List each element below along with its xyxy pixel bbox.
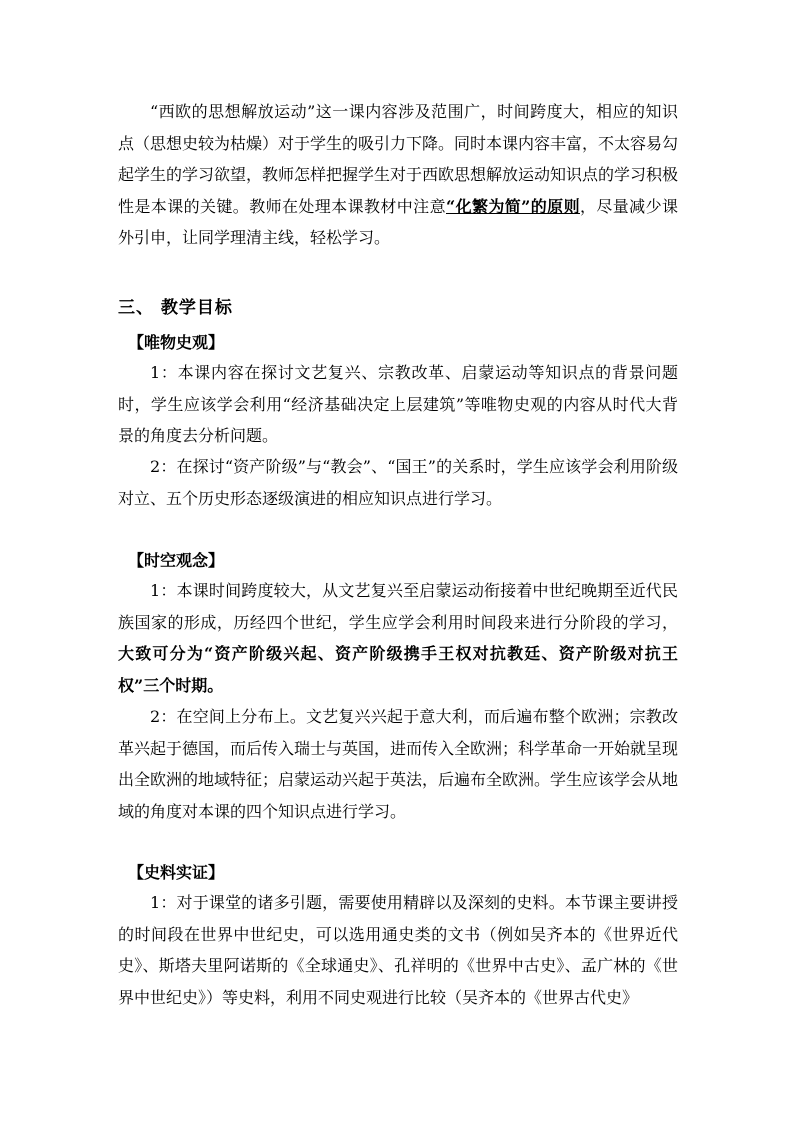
intro-underlined-principle: “化繁为简”的原则 [445,196,580,216]
subheading-evidence: 【史料实证】 [128,863,225,882]
subheading-spacetime: 【时空观念】 [128,551,225,570]
spacetime-paragraph-2: 2：在空间上分布上。文艺复兴兴起于意大利，而后遍布整个欧洲；宗教改革兴起于德国，而后传入瑞士与英国，进而传入全欧洲；科学革命一开始就呈现出全欧洲的地域特征；启蒙运动兴起于英法，后遍布全欧洲。学生应该学会从地域的角度对本课的四个知识点进行学习。 [118,707,679,821]
spacetime-p1-text: 1：本课时间跨度较大，从文艺复兴至启蒙运动衔接着中世纪晚期至近代民族国家的形成，历经四个世纪，学生应学会利用时间段来进行分阶段的学习， [118,581,678,632]
intro-text-after: ，尽量减少课外引申，让同学理清主线，轻松学习。 [118,196,678,247]
spacetime-p1-bold: 大致可分为“资产阶级兴起、资产阶级携手王权对抗教廷、资产阶级对抗王权”三个时期。 [118,644,678,695]
materialism-paragraph-1: 1：本课内容在探讨文艺复兴、宗教改革、启蒙运动等知识点的背景问题时，学生应该学会利用“经济基础决定上层建筑”等唯物史观的内容从时代大背景的角度去分析问题。 [118,363,678,445]
intro-text-before: “西欧的思想解放运动”这一课内容涉及范围广，时间跨度大，相应的知识点（思想史较为枯燥）对于学生的吸引力下降。同时本课内容丰富，不太容易勾起学生的学习欲望，教师怎样把握学生对于西欧思想解放运动知识点的学习积极性是本课的关键。教师在处理本课教材中注意 [118,102,679,216]
materialism-paragraph-2: 2：在探讨“资产阶级”与“教会”、“国王”的关系时，学生应该学会利用阶级对立、五个历史形态逐级演进的相应知识点进行学习。 [118,457,678,508]
spacetime-paragraph-1 [118,575,678,701]
section-heading-teaching-goals: 三、 教学目标 [118,298,233,318]
evidence-paragraph-1: 1：对于课堂的诸多引题，需要使用精辟以及深刻的史料。本节课主要讲授的时间段在世界中世纪史，可以选用通史类的文书（例如吴齐本的《世界近代史》、斯塔夫里阿诺斯的《全球通史》、孔祥明的《世界中古史》、孟广林的《世界中世纪史》）等史料，利用不同史观进行比较（吴齐本的《世界古代史》 [118,893,678,1007]
subheading-materialism: 【唯物史观】 [128,333,225,352]
intro-paragraph [118,96,678,254]
